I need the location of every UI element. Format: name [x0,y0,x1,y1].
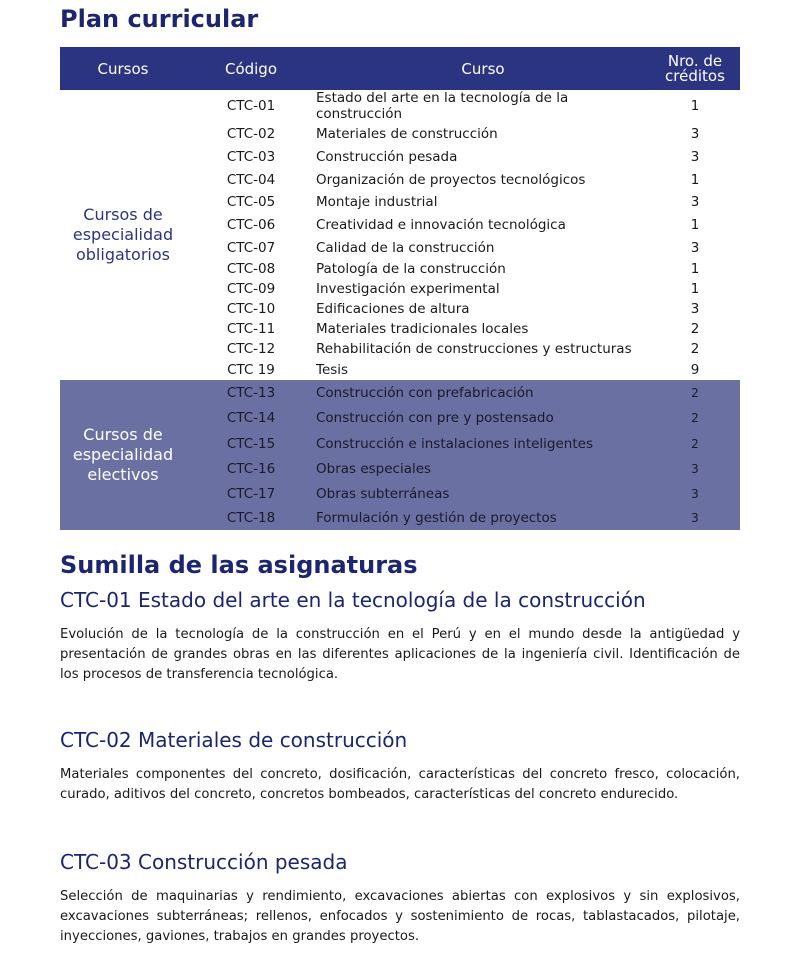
course-credits: 1 [650,259,740,279]
course-name: Formulación y gestión de proyectos [316,506,650,530]
course-code: CTC-09 [186,279,316,299]
course-name: Investigación experimental [316,279,650,299]
course-name: Calidad de la construcción [316,237,650,259]
course-credits: 3 [650,191,740,213]
course-name: Construcción con pre y postensado [316,405,650,431]
course-credits: 1 [650,213,740,237]
group-label: Cursos de especialidad electivos [60,380,186,530]
table-row [60,380,740,405]
course-credits: 3 [650,456,740,482]
course-name: Construcción con prefabricación [316,380,650,405]
course-credits: 3 [650,506,740,530]
plan-title: Plan curricular [60,5,259,33]
plan-table [60,47,740,530]
header-codigo: Código [186,47,316,90]
plan-table-body [60,90,740,530]
course-credits: 2 [650,319,740,339]
sumilla-item-text: Evolución de la tecnología de la construcción en el Perú y en el mundo desde la antigüedad y presentación de grandes obras en las diferentes aplicaciones de la ingeniería civil. Identificación de los procesos de transferencia tecnológica. [60,627,740,682]
header-cursos: Cursos [60,47,186,90]
course-code: CTC-02 [186,122,316,145]
sumilla-item-title: CTC-01 Estado del arte en la tecnología de la construcción [60,588,646,612]
course-code: CTC-08 [186,259,316,279]
course-credits: 1 [650,90,740,122]
course-code: CTC-05 [186,191,316,213]
course-code: CTC-07 [186,237,316,259]
course-credits: 2 [650,405,740,431]
course-name: Materiales tradicionales locales [316,319,650,339]
course-name: Construcción e instalaciones inteligentes [316,431,650,456]
course-credits: 3 [650,482,740,506]
course-code: CTC-11 [186,319,316,339]
course-name: Montaje industrial [316,191,650,213]
course-name: Edificaciones de altura [316,299,650,319]
course-code: CTC-13 [186,380,316,405]
sumilla-item-text: Selección de maquinarias y rendimiento, excavaciones abiertas con explosivos y sin explosivos, excavaciones subterráneas; rellenos, enfocados y sostenimiento de rocas, tablastacados, pilotaje, inyecciones, gaviones, trabajos en grandes proyectos. [60,889,740,944]
course-code: CTC-17 [186,482,316,506]
sumilla-item-title: CTC-02 Materiales de construcción [60,728,408,752]
course-code: CTC-12 [186,339,316,359]
sumilla-title: Sumilla de las asignaturas [60,551,418,579]
course-code: CTC-14 [186,405,316,431]
course-name: Estado del arte en la tecnología de la construcción [316,90,650,122]
course-code: CTC 19 [186,359,316,380]
table-header-row [60,47,740,90]
sumilla-item-text: Materiales componentes del concreto, dosificación, características del concreto fresco, colocación, curado, aditivos del concreto, concretos bombeados, características del concreto endurecido. [60,767,740,802]
course-credits: 3 [650,299,740,319]
course-credits: 2 [650,431,740,456]
course-credits: 2 [650,339,740,359]
course-code: CTC-03 [186,145,316,169]
course-code: CTC-15 [186,431,316,456]
course-name: Organización de proyectos tecnológicos [316,169,650,191]
course-code: CTC-01 [186,90,316,122]
course-code: CTC-18 [186,506,316,530]
course-code: CTC-10 [186,299,316,319]
course-credits: 1 [650,169,740,191]
course-credits: 3 [650,145,740,169]
course-name: Obras subterráneas [316,482,650,506]
course-name: Creatividad e innovación tecnológica [316,213,650,237]
header-creditos: Nro. de créditos [650,47,740,90]
course-name: Rehabilitación de construcciones y estructuras [316,339,650,359]
table-row [60,90,740,122]
course-name: Materiales de construcción [316,122,650,145]
sumilla-item-title: CTC-03 Construcción pesada [60,850,348,874]
course-credits: 9 [650,359,740,380]
course-code: CTC-06 [186,213,316,237]
course-name: Construcción pesada [316,145,650,169]
group-label: Cursos de especialidad obligatorios [60,90,186,380]
course-name: Obras especiales [316,456,650,482]
header-curso: Curso [316,47,650,90]
course-name: Tesis [316,359,650,380]
course-credits: 2 [650,380,740,405]
course-credits: 1 [650,279,740,299]
course-credits: 3 [650,237,740,259]
course-name: Patología de la construcción [316,259,650,279]
course-code: CTC-04 [186,169,316,191]
course-code: CTC-16 [186,456,316,482]
course-credits: 3 [650,122,740,145]
